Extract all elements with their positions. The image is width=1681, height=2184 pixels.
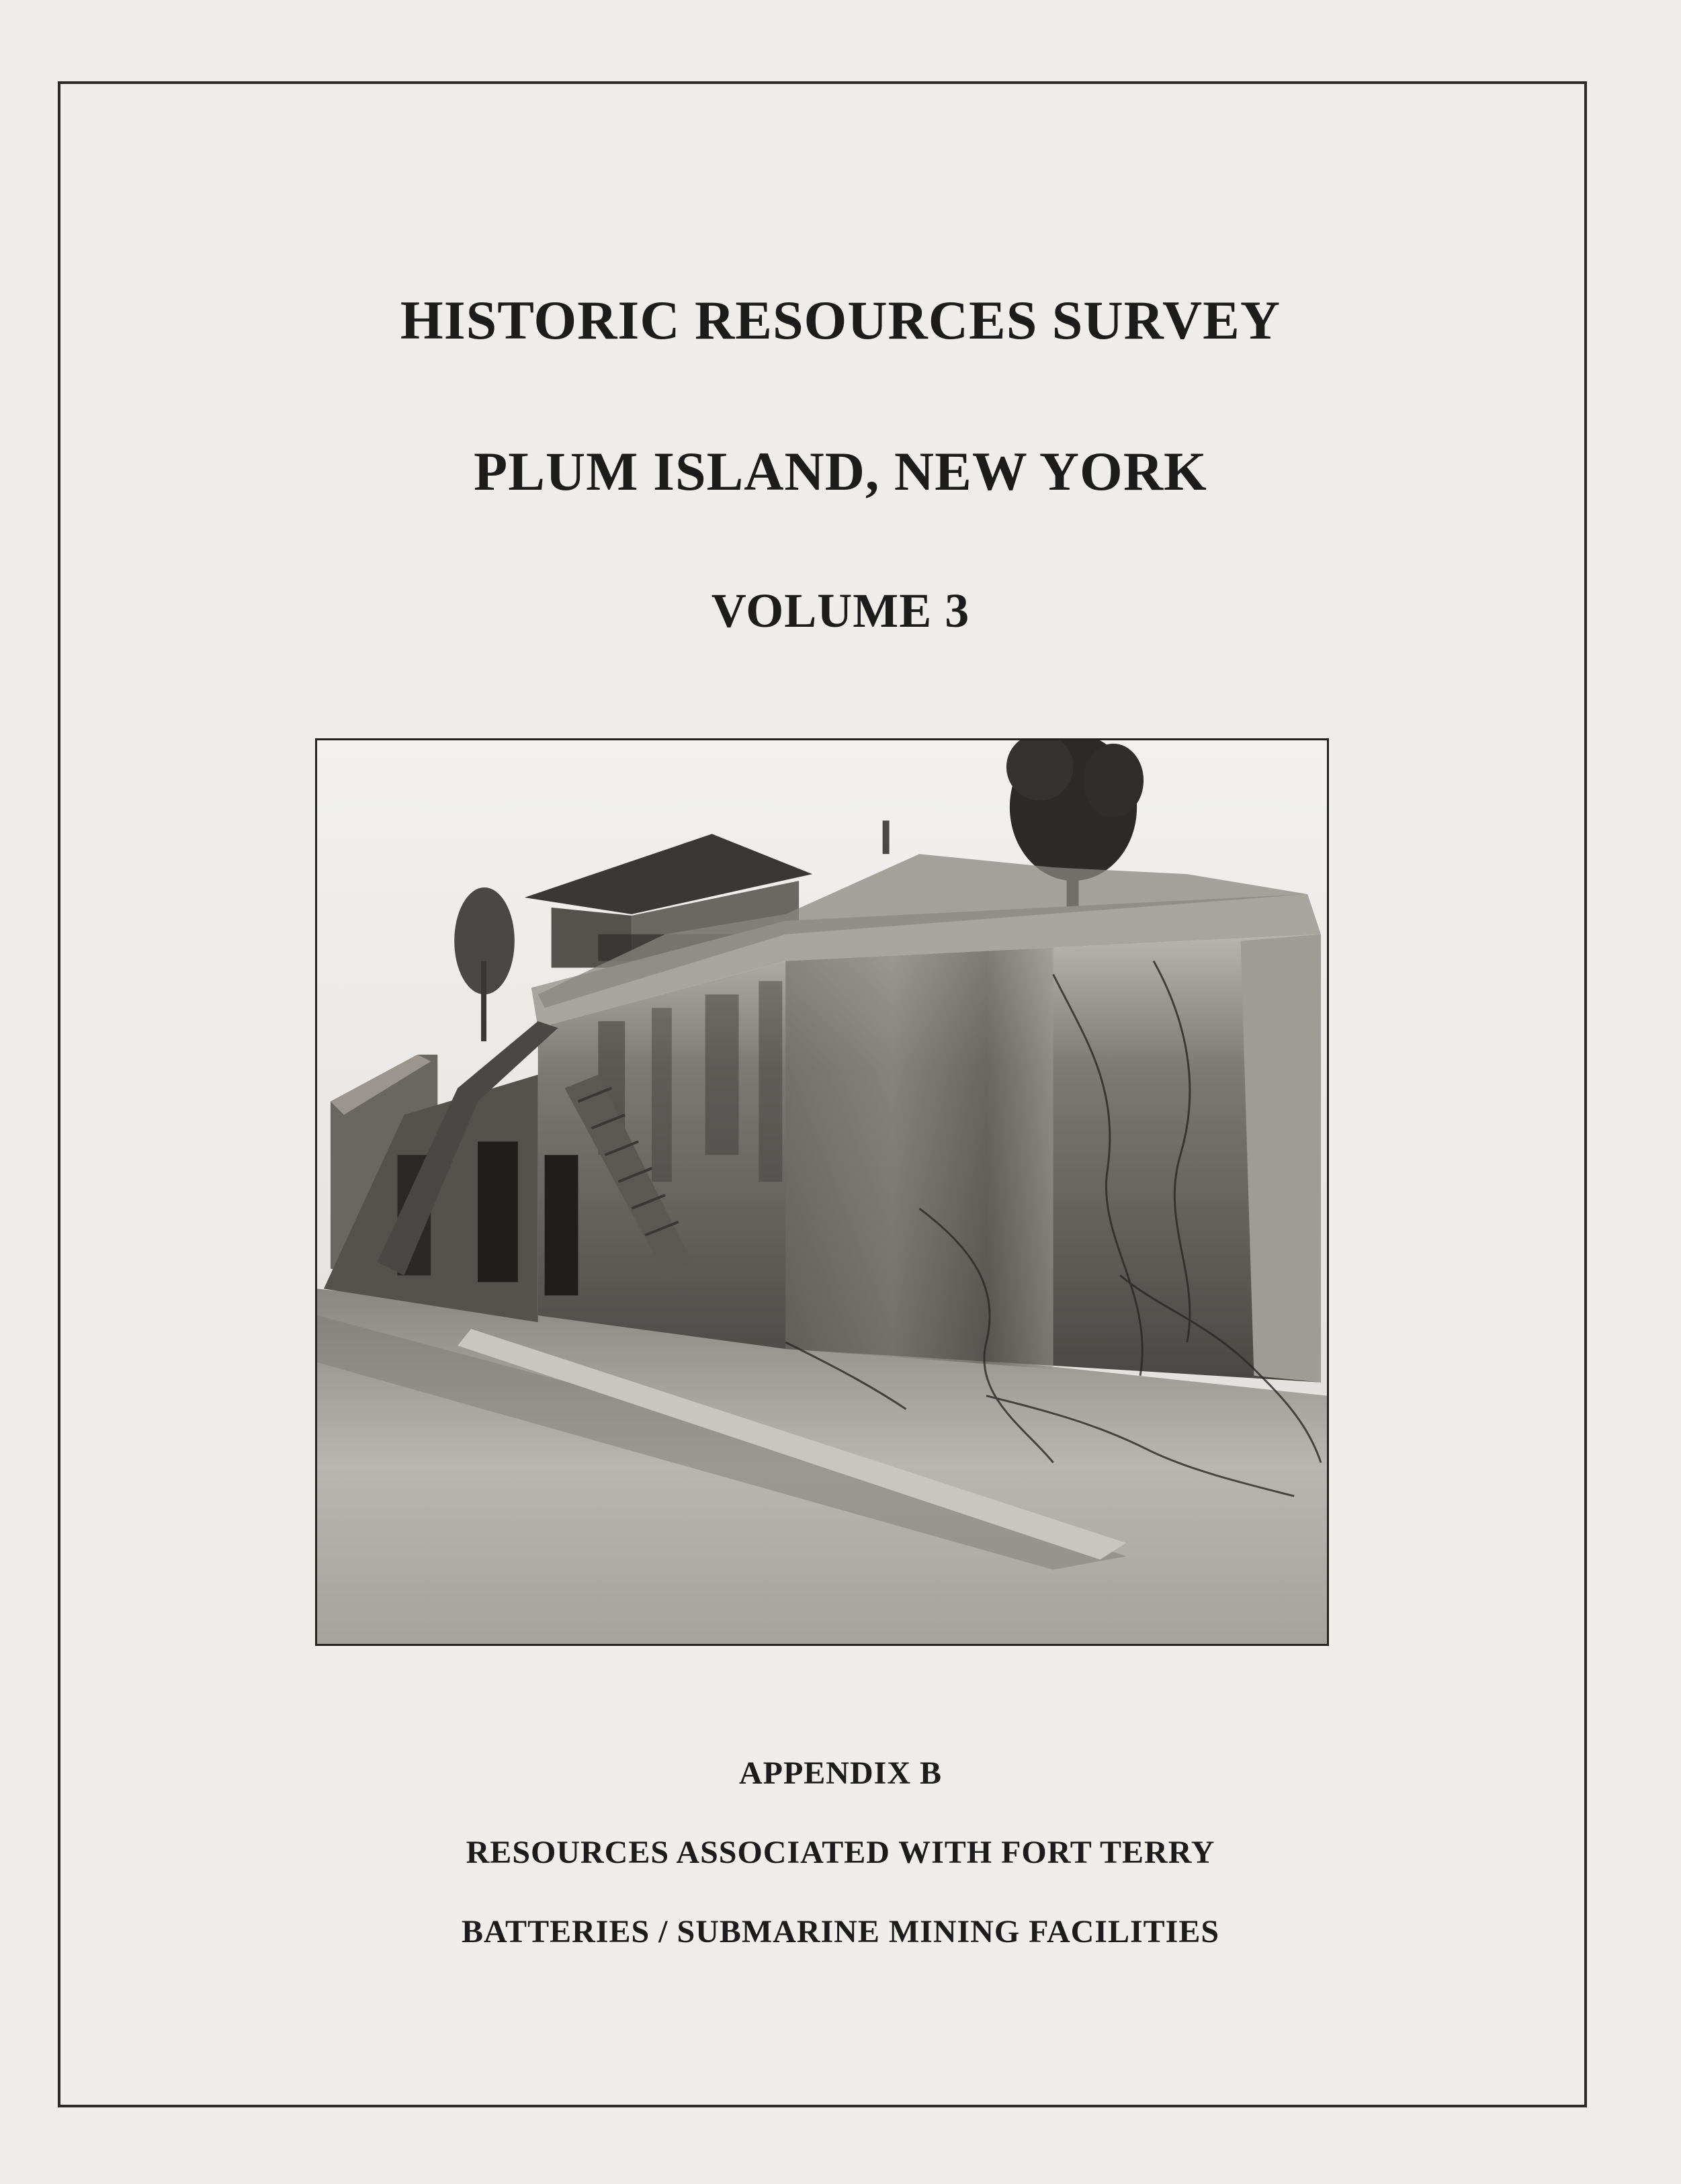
cover-photo (315, 738, 1329, 1646)
document-location: PLUM ISLAND, NEW YORK (474, 441, 1207, 502)
appendix-section: BATTERIES / SUBMARINE MINING FACILITIES (461, 1914, 1220, 1950)
appendix-label: APPENDIX B (738, 1755, 942, 1791)
appendix-subtitle: RESOURCES ASSOCIATED WITH FORT TERRY (466, 1835, 1215, 1870)
document-title: HISTORIC RESOURCES SURVEY (400, 290, 1281, 351)
volume-label: VOLUME 3 (711, 584, 970, 638)
battery-photo-illustration (317, 740, 1327, 1644)
